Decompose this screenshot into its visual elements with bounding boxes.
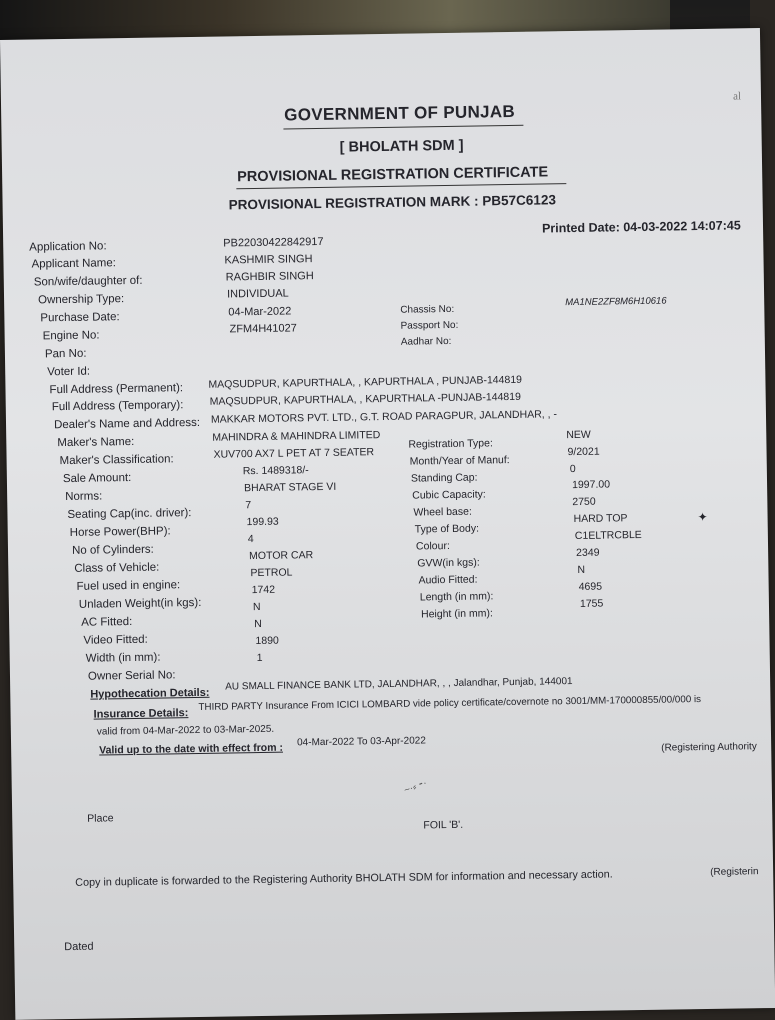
government-title: GOVERNMENT OF PUNJAB xyxy=(284,101,516,125)
length-value: 4695 xyxy=(578,580,603,593)
body-type-label: Type of Body: xyxy=(414,522,480,536)
certificate-title: PROVISIONAL REGISTRATION CERTIFICATE xyxy=(237,164,549,186)
unladen-weight-value: 1742 xyxy=(251,583,276,597)
dealer-label: Dealer's Name and Address: xyxy=(53,416,201,432)
office-name: [ BHOLATH SDM ] xyxy=(339,137,464,156)
purchase-date-value: 04-Mar-2022 xyxy=(228,305,292,319)
vehicle-class-value: MOTOR CAR xyxy=(249,549,314,563)
audio-fitted-label: Audio Fitted: xyxy=(418,573,478,587)
vehicle-class-label: Class of Vehicle: xyxy=(74,561,160,575)
pen-mark: ✦ xyxy=(697,509,708,525)
registration-type-label: Registration Type: xyxy=(408,437,493,451)
insurance-valid: valid from 04-Mar-2022 to 03-Mar-2025. xyxy=(96,723,275,738)
cubic-capacity-label: Cubic Capacity: xyxy=(412,488,486,502)
ac-fitted-value: N xyxy=(252,600,261,614)
hypothecation-value: AU SMALL FINANCE BANK LTD, JALANDHAR, , , Jalandhar, Punjab, 144001 xyxy=(225,676,573,693)
ac-fitted-label: AC Fitted: xyxy=(81,615,133,629)
relation-label: Son/wife/daughter of: xyxy=(33,274,143,289)
purchase-date-label: Purchase Date: xyxy=(40,311,120,325)
makers-name-label: Maker's Name: xyxy=(57,435,135,450)
engine-no-value: ZFM4H41027 xyxy=(229,322,297,336)
applicant-name-value: KASHMIR SINGH xyxy=(224,253,313,267)
applicant-name-label: Applicant Name: xyxy=(31,257,116,271)
fuel-label: Fuel used in engine: xyxy=(76,579,181,593)
title-underline xyxy=(283,125,523,130)
manuf-date-value: 9/2021 xyxy=(567,445,600,459)
temporary-address-label: Full Address (Temporary): xyxy=(51,399,184,414)
temporary-address-value: MAQSUDPUR, KAPURTHALA, , KAPURTHALA -PUNJAB-144819 xyxy=(209,390,521,408)
makers-classification-value: XUV700 AX7 L PET AT 7 SEATER xyxy=(213,446,375,461)
video-fitted-value: N xyxy=(254,617,262,631)
body-type-value: HARD TOP xyxy=(573,512,628,526)
standing-cap-value: 0 xyxy=(569,463,576,476)
aadhar-no-label: Aadhar No: xyxy=(400,335,452,348)
audio-fitted-value: N xyxy=(577,563,586,576)
chassis-no-value: MA1NE2ZF8M6H10616 xyxy=(565,295,667,309)
manuf-date-label: Month/Year of Manuf: xyxy=(409,454,510,468)
video-fitted-label: Video Fitted: xyxy=(83,633,148,647)
permanent-address-label: Full Address (Permanent): xyxy=(49,382,184,397)
registering-authority-2: (Registerin xyxy=(710,866,759,878)
cubic-capacity-value: 1997.00 xyxy=(571,478,611,492)
unladen-weight-label: Unladen Weight(in kgs): xyxy=(78,596,202,611)
gvw-value: 2349 xyxy=(576,546,600,560)
corner-mark: al xyxy=(732,90,742,103)
pan-no-label: Pan No: xyxy=(44,347,87,361)
insurance-label: Insurance Details: xyxy=(93,707,189,721)
foil-label: FOIL 'B'. xyxy=(423,818,464,832)
dealer-value: MAKKAR MOTORS PVT. LTD., G.T. ROAD PARAGPUR, JALANDHAR, , - xyxy=(210,408,558,426)
owner-serial-value: 1 xyxy=(256,651,263,665)
engine-no-label: Engine No: xyxy=(42,329,100,343)
permanent-address-value: MAQSUDPUR, KAPURTHALA, , KAPURTHALA , PUNJAB-144819 xyxy=(208,373,523,391)
copy-note: Copy in duplicate is forwarded to the Registering Authority BHOLATH SDM for information and necessary action. xyxy=(75,868,613,889)
sale-amount-label: Sale Amount: xyxy=(62,471,132,486)
hypothecation-label: Hypothecation Details: xyxy=(90,686,210,701)
registering-authority: (Registering Authority xyxy=(661,741,757,754)
norms-value: BHARAT STAGE VI xyxy=(243,480,337,495)
ownership-type-value: INDIVIDUAL xyxy=(226,287,289,301)
wheel-base-value: 2750 xyxy=(572,495,596,509)
printed-date: Printed Date: 04-03-2022 14:07:45 xyxy=(541,218,741,236)
signature-mark: ~·⸗ ⁃· xyxy=(402,777,429,797)
dated-label: Dated xyxy=(64,940,94,954)
voter-id-label: Voter Id: xyxy=(47,365,91,379)
application-no-value: PB22030422842917 xyxy=(223,235,324,250)
wheel-base-label: Wheel base: xyxy=(413,505,472,519)
relation-value: RAGHBIR SINGH xyxy=(225,270,314,284)
length-label: Length (in mm): xyxy=(419,590,494,604)
cylinders-value: 4 xyxy=(247,533,254,546)
cylinders-label: No of Cylinders: xyxy=(71,543,154,557)
sale-amount-value: Rs. 1489318/- xyxy=(242,464,309,478)
chassis-no-label: Chassis No: xyxy=(400,303,455,316)
registration-mark: PROVISIONAL REGISTRATION MARK : PB57C6123 xyxy=(228,192,557,213)
insurance-value: THIRD PARTY Insurance From ICICI LOMBARD vide policy certificate/covernote no 3001/MM-170000855/00/000 is xyxy=(198,694,702,713)
passport-no-label: Passport No: xyxy=(400,319,459,332)
application-no-label: Application No: xyxy=(29,240,107,254)
certificate-paper xyxy=(0,28,775,1020)
seating-cap-value: 7 xyxy=(245,499,252,512)
height-label: Height (in mm): xyxy=(420,607,493,621)
gvw-label: GVW(in kgs): xyxy=(417,556,480,570)
ownership-type-label: Ownership Type: xyxy=(38,293,125,307)
makers-classification-label: Maker's Classification: xyxy=(59,453,174,468)
seating-cap-label: Seating Cap(inc. driver): xyxy=(67,507,192,521)
width-label: Width (in mm): xyxy=(85,651,161,665)
validity-label: Valid up to the date with effect from : xyxy=(99,741,284,757)
fuel-value: PETROL xyxy=(250,566,293,580)
horse-power-value: 199.93 xyxy=(246,515,279,529)
colour-value: C1ELTRCBLE xyxy=(574,528,642,543)
horse-power-label: Horse Power(BHP): xyxy=(69,525,171,539)
owner-serial-label: Owner Serial No: xyxy=(87,669,176,683)
standing-cap-label: Standing Cap: xyxy=(410,471,478,485)
registration-type-value: NEW xyxy=(566,428,591,442)
colour-label: Colour: xyxy=(415,539,450,553)
height-value: 1755 xyxy=(579,597,604,610)
validity-value: 04-Mar-2022 To 03-Apr-2022 xyxy=(296,735,426,749)
place-label: Place xyxy=(87,812,114,825)
norms-label: Norms: xyxy=(65,490,103,504)
makers-name-value: MAHINDRA & MAHINDRA LIMITED xyxy=(212,429,381,444)
width-value: 1890 xyxy=(255,634,279,648)
